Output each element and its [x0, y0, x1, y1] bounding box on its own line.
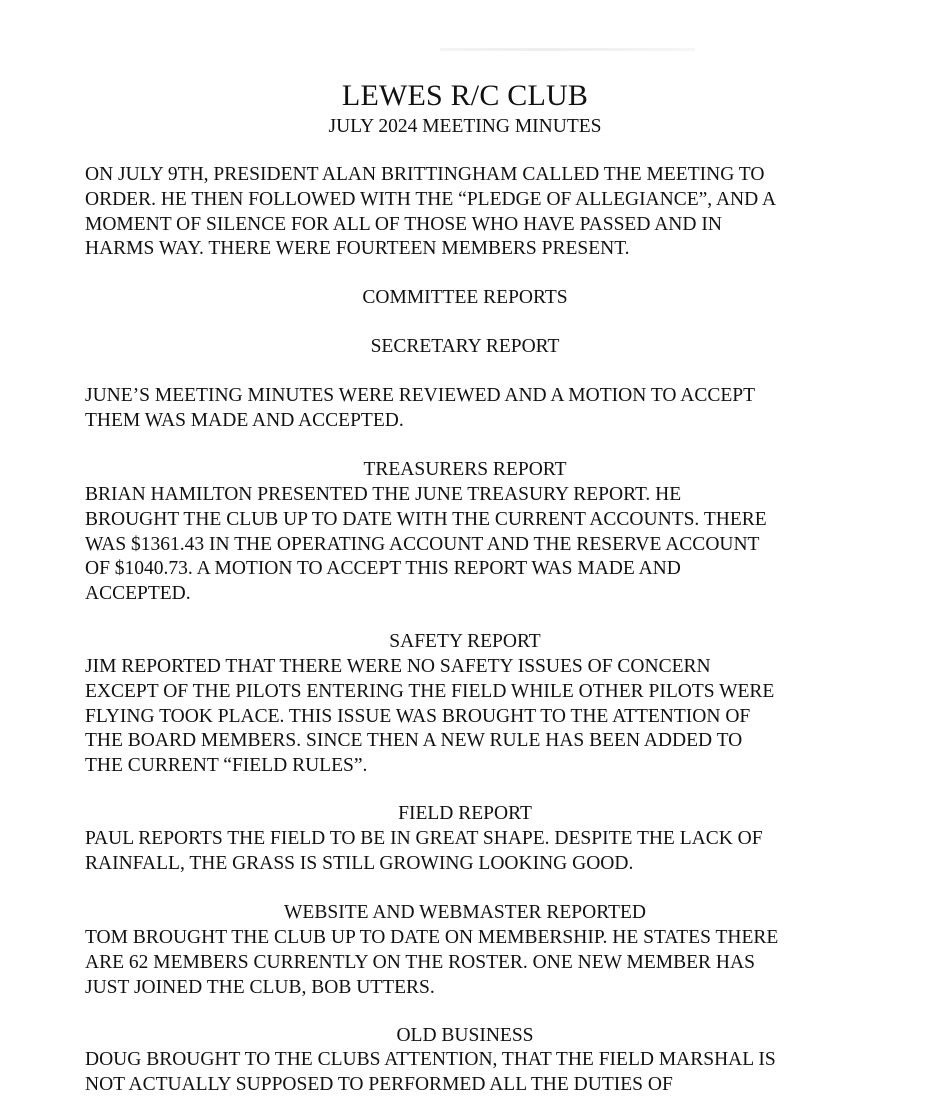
- text-line: MOMENT OF SILENCE FOR ALL OF THOSE WHO HAVE PASSED AND IN: [85, 213, 722, 235]
- text-line: WAS $1361.43 IN THE OPERATING ACCOUNT AND THE RESERVE ACCOUNT: [85, 533, 760, 555]
- text-line: NOT ACTUALLY SUPPOSED TO PERFORMED ALL THE DUTIES OF: [85, 1073, 673, 1095]
- old-business-heading: OLD BUSINESS: [396, 1025, 534, 1046]
- text-line: RAINFALL, THE GRASS IS STILL GROWING LOOKING GOOD.: [85, 852, 634, 874]
- document-subtitle: JULY 2024 MEETING MINUTES: [328, 116, 602, 137]
- text-line: THE BOARD MEMBERS. SINCE THEN A NEW RULE HAS BEEN ADDED TO: [85, 730, 743, 752]
- text-line: HARMS WAY. THERE WERE FOURTEEN MEMBERS PRESENT.: [85, 238, 630, 260]
- committee-reports-heading: COMMITTEE REPORTS: [362, 287, 568, 308]
- text-line: JIM REPORTED THAT THERE WERE NO SAFETY ISSUES OF CONCERN: [85, 656, 711, 677]
- text-line: TOM BROUGHT THE CLUB UP TO DATE ON MEMBERSHIP. HE STATES THERE: [85, 927, 779, 948]
- text-line: JUNE’S MEETING MINUTES WERE REVIEWED AND A MOTION TO ACCEPT: [85, 385, 756, 406]
- text-line: OF $1040.73. A MOTION TO ACCEPT THIS REPORT WAS MADE AND: [85, 558, 681, 580]
- text-line: FLYING TOOK PLACE. THIS ISSUE WAS BROUGHT TO THE ATTENTION OF: [85, 705, 751, 727]
- safety-report-paragraph: [85, 655, 855, 779]
- secretary-report-paragraph: [85, 384, 855, 434]
- field-report-paragraph: [85, 827, 855, 877]
- old-business-paragraph: [85, 1048, 855, 1098]
- text-line: ARE 62 MEMBERS CURRENTLY ON THE ROSTER. ONE NEW MEMBER HAS: [85, 951, 755, 973]
- text-line: ON JULY 9TH, PRESIDENT ALAN BRITTINGHAM CALLED THE MEETING TO: [85, 164, 765, 185]
- intro-paragraph: [85, 163, 855, 262]
- document-title: LEWES R/C CLUB: [341, 79, 589, 112]
- text-line: THEM WAS MADE AND ACCEPTED.: [85, 409, 404, 431]
- treasurers-report-heading: TREASURERS REPORT: [363, 459, 567, 480]
- text-line: BRIAN HAMILTON PRESENTED THE JUNE TREASURY REPORT. HE: [85, 484, 682, 505]
- text-line: THE CURRENT “FIELD RULES”.: [85, 755, 368, 777]
- field-report-heading: FIELD REPORT: [398, 803, 532, 824]
- text-line: ORDER. HE THEN FOLLOWED WITH THE “PLEDGE OF ALLEGIANCE”, AND A: [85, 188, 777, 210]
- text-line: PAUL REPORTS THE FIELD TO BE IN GREAT SHAPE. DESPITE THE LACK OF: [85, 828, 763, 849]
- website-report-paragraph: [85, 926, 855, 1000]
- safety-report-heading: SAFETY REPORT: [389, 631, 541, 652]
- text-line: ACCEPTED.: [85, 583, 191, 605]
- text-line: BROUGHT THE CLUB UP TO DATE WITH THE CURRENT ACCOUNTS. THERE: [85, 508, 767, 530]
- scan-artifact-line: [440, 48, 695, 51]
- text-line: DOUG BROUGHT TO THE CLUBS ATTENTION, THAT THE FIELD MARSHAL IS: [85, 1049, 776, 1070]
- text-line: EXCEPT OF THE PILOTS ENTERING THE FIELD WHILE OTHER PILOTS WERE: [85, 680, 775, 702]
- website-report-heading: WEBSITE AND WEBMASTER REPORTED: [284, 902, 646, 923]
- text-line: JUST JOINED THE CLUB, BOB UTTERS.: [85, 976, 435, 998]
- secretary-report-heading: SECRETARY REPORT: [370, 336, 560, 357]
- treasurers-report-paragraph: [85, 483, 855, 607]
